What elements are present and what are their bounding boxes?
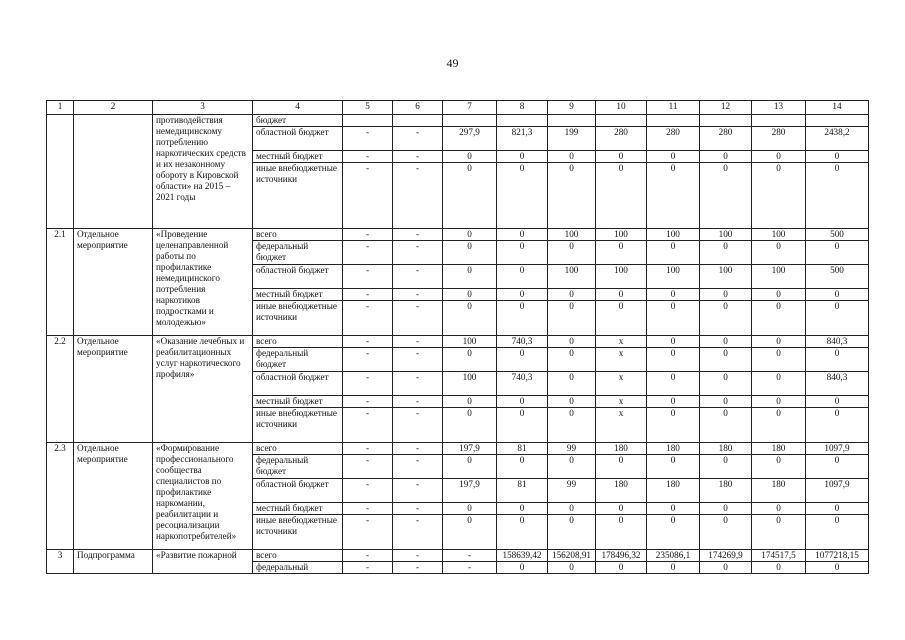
value-cell: 180 (752, 479, 806, 503)
value-cell: 0 (443, 229, 497, 241)
value-cell: 0 (700, 408, 752, 443)
value-cell: 500 (806, 229, 869, 241)
value-cell: - (393, 562, 443, 574)
value-cell: 0 (647, 455, 700, 479)
value-cell: 99 (548, 479, 596, 503)
value-cell: 740,3 (497, 372, 548, 396)
value-cell: 0 (806, 503, 869, 515)
value-cell: - (393, 301, 443, 336)
value-cell: 0 (700, 396, 752, 408)
value-cell: 500 (806, 265, 869, 289)
header-col-8: 8 (497, 101, 548, 115)
value-cell: 180 (647, 443, 700, 455)
value-cell: 0 (647, 396, 700, 408)
value-cell: - (343, 151, 393, 163)
value-cell: 840,3 (806, 336, 869, 348)
value-cell: 0 (443, 241, 497, 265)
value-cell: 100 (548, 265, 596, 289)
value-cell: 0 (700, 151, 752, 163)
value-cell: 0 (700, 348, 752, 372)
value-cell: 0 (806, 408, 869, 443)
value-cell: 0 (497, 455, 548, 479)
header-col-7: 7 (443, 101, 497, 115)
value-cell: - (343, 503, 393, 515)
value-cell: - (343, 443, 393, 455)
value-cell: 0 (752, 515, 806, 550)
value-cell: - (343, 229, 393, 241)
value-cell: 0 (497, 229, 548, 241)
value-cell: 0 (497, 265, 548, 289)
table-row (47, 550, 869, 562)
value-cell: 100 (596, 229, 647, 241)
row-number-cell (47, 115, 74, 229)
value-cell: 0 (548, 515, 596, 550)
item-kind-cell: Отдельное мероприятие (74, 443, 153, 550)
value-cell: 81 (497, 479, 548, 503)
value-cell: 0 (443, 289, 497, 301)
value-cell: 100 (647, 265, 700, 289)
value-cell: - (393, 336, 443, 348)
row-number-cell: 2.3 (47, 443, 74, 550)
value-cell: - (343, 396, 393, 408)
value-cell: 0 (700, 562, 752, 574)
funding-source-cell: областной бюджет (253, 127, 343, 151)
value-cell: 0 (548, 348, 596, 372)
value-cell: 0 (647, 163, 700, 229)
value-cell: 180 (700, 479, 752, 503)
value-cell: 0 (700, 241, 752, 265)
value-cell: 0 (443, 396, 497, 408)
value-cell: 0 (647, 515, 700, 550)
value-cell: - (443, 550, 497, 562)
funding-source-cell: местный бюджет (253, 503, 343, 515)
value-cell: 0 (443, 163, 497, 229)
value-cell: 0 (596, 562, 647, 574)
value-cell: 0 (752, 163, 806, 229)
value-cell: 280 (596, 127, 647, 151)
value-cell: 180 (596, 479, 647, 503)
value-cell: 100 (700, 229, 752, 241)
value-cell: 0 (548, 163, 596, 229)
value-cell: 156208,91 (548, 550, 596, 562)
value-cell: 0 (443, 503, 497, 515)
value-cell: 0 (596, 289, 647, 301)
value-cell: - (343, 289, 393, 301)
value-cell: 0 (596, 515, 647, 550)
value-cell (548, 115, 596, 127)
value-cell: 0 (497, 241, 548, 265)
value-cell (752, 115, 806, 127)
value-cell: - (393, 163, 443, 229)
value-cell: - (343, 127, 393, 151)
value-cell: 0 (806, 562, 869, 574)
funding-source-cell: федеральный бюджет (253, 455, 343, 479)
value-cell: 0 (497, 396, 548, 408)
value-cell: х (596, 336, 647, 348)
value-cell: 0 (596, 455, 647, 479)
value-cell: 0 (548, 455, 596, 479)
value-cell: - (343, 301, 393, 336)
value-cell: 100 (752, 229, 806, 241)
value-cell: 0 (700, 289, 752, 301)
value-cell (393, 115, 443, 127)
value-cell: 0 (647, 241, 700, 265)
value-cell: 0 (752, 503, 806, 515)
value-cell: 0 (443, 455, 497, 479)
value-cell: - (393, 241, 443, 265)
funding-source-cell: всего (253, 443, 343, 455)
value-cell: - (393, 289, 443, 301)
value-cell (343, 115, 393, 127)
value-cell: 2438,2 (806, 127, 869, 151)
header-col-3: 3 (153, 101, 253, 115)
value-cell: 100 (443, 372, 497, 396)
item-name-cell: «Оказание лечебных и реабилитационных услуг наркотического профиля» (153, 336, 253, 443)
value-cell: - (393, 265, 443, 289)
funding-source-cell: федеральный бюджет (253, 241, 343, 265)
funding-source-cell: федеральный (253, 562, 343, 574)
value-cell: 0 (700, 372, 752, 396)
value-cell: 0 (752, 336, 806, 348)
value-cell: 280 (647, 127, 700, 151)
value-cell: 0 (752, 455, 806, 479)
value-cell: - (393, 408, 443, 443)
value-cell: - (343, 348, 393, 372)
value-cell: - (343, 479, 393, 503)
value-cell: 0 (596, 503, 647, 515)
value-cell: 0 (647, 301, 700, 336)
value-cell: - (393, 479, 443, 503)
value-cell: - (393, 127, 443, 151)
value-cell: 0 (806, 241, 869, 265)
value-cell: 0 (443, 408, 497, 443)
value-cell (443, 115, 497, 127)
value-cell: 99 (548, 443, 596, 455)
value-cell: - (393, 550, 443, 562)
budget-table (46, 100, 869, 574)
funding-source-cell: иные внебюджетные источники (253, 408, 343, 443)
value-cell: - (343, 562, 393, 574)
value-cell: 0 (548, 336, 596, 348)
header-col-11: 11 (647, 101, 700, 115)
value-cell: 840,3 (806, 372, 869, 396)
row-number-cell: 3 (47, 550, 74, 574)
value-cell: 0 (548, 396, 596, 408)
value-cell: 0 (647, 408, 700, 443)
value-cell: 0 (497, 301, 548, 336)
value-cell: 1097,9 (806, 479, 869, 503)
value-cell: - (393, 443, 443, 455)
funding-source-cell: всего (253, 336, 343, 348)
value-cell: 297,9 (443, 127, 497, 151)
item-name-cell: «Развитие пожарной (153, 550, 253, 574)
funding-source-cell: иные внебюджетные источники (253, 301, 343, 336)
value-cell: 0 (752, 562, 806, 574)
funding-source-cell: областной бюджет (253, 372, 343, 396)
value-cell: - (393, 503, 443, 515)
value-cell: 0 (806, 151, 869, 163)
header-col-13: 13 (752, 101, 806, 115)
value-cell: 81 (497, 443, 548, 455)
funding-source-cell: бюджет (253, 115, 343, 127)
value-cell: 0 (647, 348, 700, 372)
value-cell: 0 (443, 348, 497, 372)
item-kind-cell: Подпрограмма (74, 550, 153, 574)
header-col-10: 10 (596, 101, 647, 115)
item-name-cell: «Формирование профессионального сообщества специалистов по профилактике наркомании, реабилитации и ресоциализации наркопотребителей» (153, 443, 253, 550)
value-cell: 0 (548, 562, 596, 574)
value-cell: 740,3 (497, 336, 548, 348)
value-cell: - (343, 550, 393, 562)
value-cell: 0 (443, 151, 497, 163)
value-cell: - (343, 163, 393, 229)
value-cell: 0 (497, 348, 548, 372)
value-cell: 0 (752, 151, 806, 163)
value-cell: 0 (548, 503, 596, 515)
value-cell: х (596, 348, 647, 372)
value-cell: 0 (596, 301, 647, 336)
table-row (47, 229, 869, 241)
header-col-1: 1 (47, 101, 74, 115)
value-cell: 197,9 (443, 443, 497, 455)
value-cell: 0 (700, 163, 752, 229)
value-cell: 0 (443, 301, 497, 336)
item-name-cell: «Проведение целенаправленной работы по профилактике немедицинского потребления наркотиков подростками и молодежью» (153, 229, 253, 336)
value-cell: 0 (497, 289, 548, 301)
header-col-6: 6 (393, 101, 443, 115)
value-cell: 0 (596, 151, 647, 163)
value-cell: 0 (806, 396, 869, 408)
value-cell: 0 (752, 301, 806, 336)
value-cell: 100 (596, 265, 647, 289)
value-cell: 100 (647, 229, 700, 241)
funding-source-cell: всего (253, 550, 343, 562)
item-name-cell: противодействия немедицинскому потреблению наркотических средств и их незаконному обороту в Кировской области» на 2015 – 2021 годы (153, 115, 253, 229)
value-cell: 821,3 (497, 127, 548, 151)
value-cell: - (393, 515, 443, 550)
value-cell: 0 (752, 408, 806, 443)
value-cell: - (393, 455, 443, 479)
value-cell: 0 (548, 289, 596, 301)
row-number-cell: 2.1 (47, 229, 74, 336)
value-cell: 1077218,15 (806, 550, 869, 562)
value-cell: - (393, 348, 443, 372)
value-cell: 0 (443, 265, 497, 289)
row-number-cell: 2.2 (47, 336, 74, 443)
funding-source-cell: федеральный бюджет (253, 348, 343, 372)
value-cell: 180 (752, 443, 806, 455)
value-cell: 180 (647, 479, 700, 503)
value-cell: 0 (647, 562, 700, 574)
value-cell: 0 (806, 163, 869, 229)
header-col-9: 9 (548, 101, 596, 115)
value-cell: 0 (647, 372, 700, 396)
value-cell: х (596, 372, 647, 396)
funding-source-cell: местный бюджет (253, 151, 343, 163)
value-cell: 180 (700, 443, 752, 455)
value-cell: 0 (752, 372, 806, 396)
value-cell: 0 (548, 372, 596, 396)
value-cell: 0 (497, 151, 548, 163)
value-cell: 0 (548, 151, 596, 163)
value-cell: - (343, 336, 393, 348)
value-cell: х (596, 396, 647, 408)
value-cell: 0 (647, 336, 700, 348)
value-cell: 0 (497, 515, 548, 550)
value-cell: 0 (497, 503, 548, 515)
funding-source-cell: областной бюджет (253, 479, 343, 503)
value-cell: 0 (497, 163, 548, 229)
value-cell (806, 115, 869, 127)
value-cell: 174517,5 (752, 550, 806, 562)
value-cell: - (343, 372, 393, 396)
value-cell: - (393, 151, 443, 163)
value-cell: - (393, 396, 443, 408)
header-col-12: 12 (700, 101, 752, 115)
funding-source-cell: иные внебюджетные источники (253, 515, 343, 550)
value-cell: - (343, 455, 393, 479)
header-col-5: 5 (343, 101, 393, 115)
value-cell: 0 (700, 455, 752, 479)
item-kind-cell: Отдельное мероприятие (74, 336, 153, 443)
value-cell: - (393, 229, 443, 241)
value-cell: 0 (596, 241, 647, 265)
value-cell: 0 (596, 163, 647, 229)
value-cell: 0 (752, 396, 806, 408)
value-cell: 0 (548, 408, 596, 443)
funding-source-cell: областной бюджет (253, 265, 343, 289)
value-cell: 0 (806, 301, 869, 336)
value-cell: 0 (647, 289, 700, 301)
value-cell: 100 (548, 229, 596, 241)
value-cell: 0 (647, 151, 700, 163)
value-cell: 197,9 (443, 479, 497, 503)
value-cell: 0 (752, 289, 806, 301)
table-row (47, 443, 869, 455)
value-cell (647, 115, 700, 127)
value-cell: - (343, 515, 393, 550)
value-cell: - (443, 562, 497, 574)
value-cell: 0 (497, 562, 548, 574)
value-cell: 235086,1 (647, 550, 700, 562)
value-cell: 0 (806, 515, 869, 550)
table-row (47, 115, 869, 127)
value-cell: 0 (700, 301, 752, 336)
funding-source-cell: всего (253, 229, 343, 241)
funding-source-cell: местный бюджет (253, 396, 343, 408)
value-cell: - (343, 241, 393, 265)
value-cell: 180 (596, 443, 647, 455)
value-cell: 1097,9 (806, 443, 869, 455)
value-cell: - (393, 372, 443, 396)
value-cell: 0 (443, 515, 497, 550)
header-col-14: 14 (806, 101, 869, 115)
value-cell: 100 (443, 336, 497, 348)
value-cell: 0 (647, 503, 700, 515)
value-cell: 199 (548, 127, 596, 151)
funding-source-cell: местный бюджет (253, 289, 343, 301)
item-kind-cell: Отдельное мероприятие (74, 229, 153, 336)
value-cell: - (343, 265, 393, 289)
value-cell: 0 (752, 348, 806, 372)
value-cell: 174269,9 (700, 550, 752, 562)
value-cell (497, 115, 548, 127)
value-cell: 0 (548, 301, 596, 336)
value-cell: 158639,42 (497, 550, 548, 562)
value-cell: 0 (700, 336, 752, 348)
value-cell: - (343, 408, 393, 443)
page-number: 49 (446, 56, 459, 70)
value-cell: 0 (497, 408, 548, 443)
value-cell: 178496,32 (596, 550, 647, 562)
header-col-2: 2 (74, 101, 153, 115)
value-cell: 0 (548, 241, 596, 265)
value-cell (700, 115, 752, 127)
value-cell: 0 (700, 503, 752, 515)
value-cell: 0 (806, 348, 869, 372)
value-cell: 280 (752, 127, 806, 151)
value-cell (596, 115, 647, 127)
value-cell: х (596, 408, 647, 443)
value-cell: 100 (752, 265, 806, 289)
value-cell: 100 (700, 265, 752, 289)
value-cell: 0 (700, 515, 752, 550)
value-cell: 0 (806, 289, 869, 301)
value-cell: 280 (700, 127, 752, 151)
item-kind-cell (74, 115, 153, 229)
funding-source-cell: иные внебюджетные источники (253, 163, 343, 229)
value-cell: 0 (806, 455, 869, 479)
header-row (47, 101, 869, 115)
value-cell: 0 (752, 241, 806, 265)
table-row (47, 336, 869, 348)
header-col-4: 4 (253, 101, 343, 115)
